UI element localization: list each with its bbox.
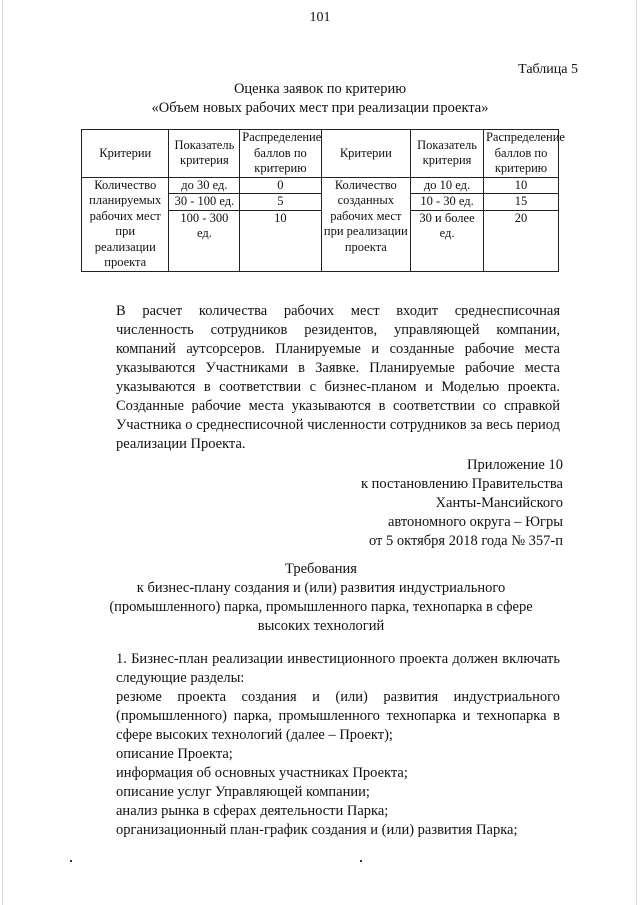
table-title-line-2: «Объем новых рабочих мест при реализации проекта»: [151, 100, 489, 116]
points-cell: 10: [483, 177, 558, 194]
requirements-line-3: высоких технологий: [257, 618, 385, 634]
page-number: 101: [309, 10, 331, 25]
indicator-cell: 100 - 300 ед.: [169, 210, 240, 271]
paragraph-workplaces: [82, 302, 560, 454]
points-cell: 15: [483, 194, 558, 211]
criteria-table: [81, 129, 565, 272]
list-item: резюме проекта создания и (или) развития индустриального (промышленного) парка, промышленного технопарка и технопарка в сфере высоких технологий (далее – Проект);: [116, 689, 560, 743]
points-cell: 5: [240, 194, 321, 211]
paragraph-text: В расчет количества рабочих мест входит среднесписочная численность сотрудников резидентов, управляющей компании, компаний аутсорсеров. Планируемые и созданные рабочие места указываются Участниками в Заявке. Планируемые рабочие места указываются в соответствии с бизнес-планом и Моделью проекта. Созданные рабочие места указываются в соответствии со справкой Участника о среднесписочной численности сотрудников за весь период реализации Проекта.: [116, 303, 560, 452]
header-indicator-right: Показатель критерия: [411, 130, 484, 178]
business-plan-list: [82, 650, 560, 840]
scan-dot: [70, 860, 72, 862]
header-criteria-left: Критерии: [82, 130, 169, 178]
page-left-edge: [2, 0, 3, 905]
requirements-title: Требования: [285, 561, 357, 577]
indicator-cell: до 10 ед.: [411, 177, 484, 194]
criterion-planned-cell: [82, 177, 169, 271]
requirements-heading: [82, 560, 560, 636]
indicator-cell: до 30 ед.: [169, 177, 240, 194]
scan-dot: [360, 860, 362, 862]
indicator-cell: 10 - 30 ед.: [411, 194, 484, 211]
list-item: описание услуг Управляющей компании;: [116, 784, 370, 800]
appendix-line-2: к постановлению Правительства: [361, 476, 563, 492]
header-points-left: Распределение баллов по критерию: [240, 130, 321, 178]
appendix-block: [303, 456, 563, 551]
table-label: Таблица 5: [518, 62, 578, 77]
table-title-line-1: Оценка заявок по критерию: [233, 81, 407, 97]
points-cell: 20: [483, 210, 558, 271]
criterion-planned: Количество планируемых рабочих мест при реализации проекта: [89, 177, 162, 269]
indicator-cell: 30 - 100 ед.: [169, 194, 240, 211]
criterion-created: Количество созданных рабочих мест при реализации проекта: [323, 177, 408, 254]
header-indicator-left: Показатель критерия: [169, 130, 240, 178]
requirements-line-1: к бизнес-плану создания и (или) развития индустриального: [136, 580, 506, 596]
table-title: [70, 80, 570, 118]
appendix-line-1: Приложение 10: [467, 457, 563, 473]
points-cell: 10: [240, 210, 321, 271]
points-cell: 0: [240, 177, 321, 194]
table-header-row: [82, 130, 559, 178]
list-item: 1. Бизнес-план реализации инвестиционного проекта должен включать следующие разделы:: [116, 651, 560, 686]
criterion-created-cell: [321, 177, 411, 271]
header-criteria-right: Критерии: [321, 130, 411, 178]
table-row: [82, 177, 559, 194]
appendix-line-5: от 5 октября 2018 года № 357-п: [368, 533, 563, 549]
requirements-line-2: (промышленного) парка, промышленного парка, технопарка в сфере: [109, 599, 533, 615]
list-item: описание Проекта;: [116, 746, 233, 762]
header-points-right: Распределение баллов по критерию: [483, 130, 558, 178]
appendix-line-3: Ханты-Мансийского: [435, 495, 563, 511]
indicator-cell: 30 и более ед.: [411, 210, 484, 271]
list-item: организационный план-график создания и (или) развития Парка;: [116, 822, 518, 838]
list-item: информация об основных участниках Проекта;: [116, 765, 408, 781]
list-item: анализ рынка в сферах деятельности Парка;: [116, 803, 389, 819]
page-right-edge: [636, 0, 637, 905]
appendix-line-4: автономного округа – Югры: [387, 514, 563, 530]
